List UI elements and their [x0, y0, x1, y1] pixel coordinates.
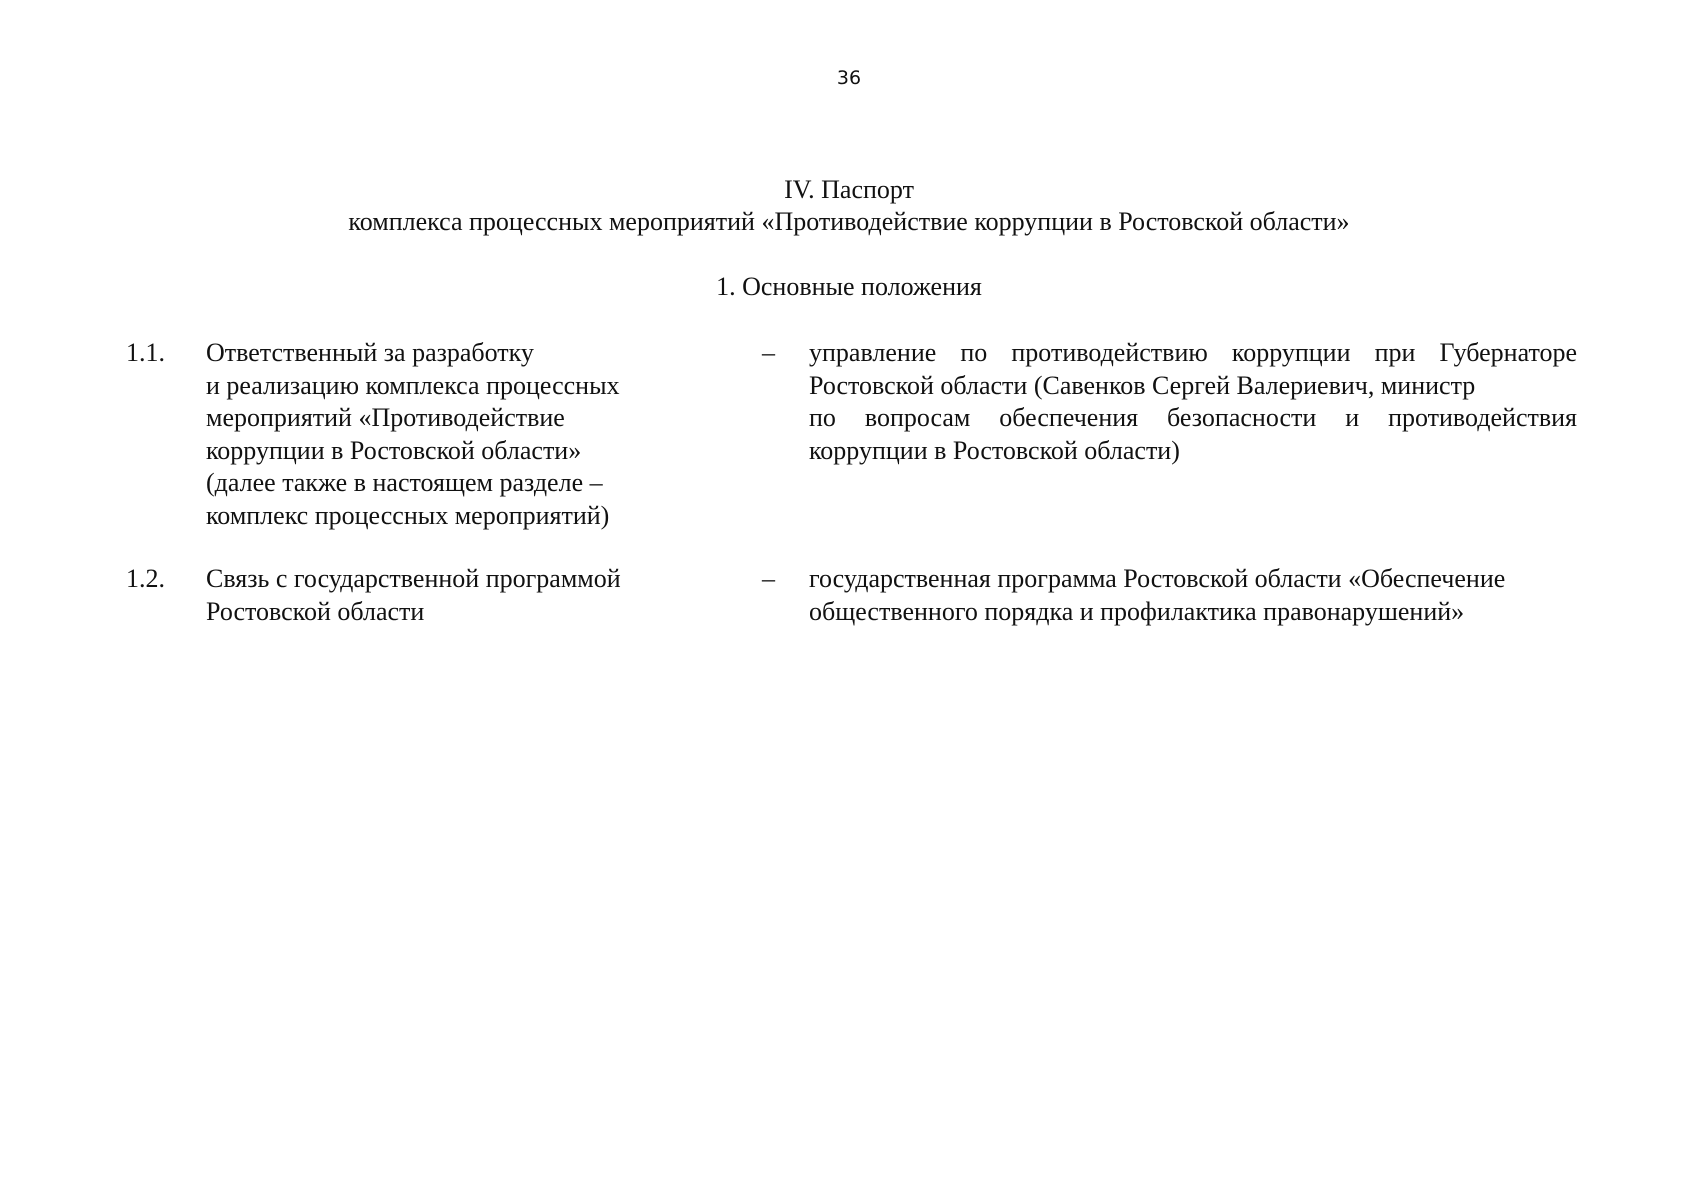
- item-label: [206, 337, 620, 532]
- item-label-line: Ростовской области: [206, 596, 425, 626]
- item-number: 1.2.: [126, 564, 165, 593]
- document-title: IV. Паспорт: [784, 175, 914, 204]
- item-label-line: коррупции в Ростовской области»: [206, 435, 582, 465]
- item-label: [206, 563, 621, 628]
- item-number: 1.1.: [126, 338, 165, 367]
- item-label-line: комплекс процессных мероприятий): [206, 500, 610, 530]
- page-number: 36: [836, 67, 862, 89]
- item-value-line: общественного порядка и профилактика правонарушений»: [809, 596, 1465, 626]
- item-dash: –: [762, 564, 775, 593]
- item-label-line: и реализацию комплекса процессных: [206, 370, 620, 400]
- item-label-line: Ответственный за разработку: [206, 338, 534, 367]
- document-subtitle: комплекса процессных мероприятий «Противодействие коррупции в Ростовской области»: [348, 207, 1350, 236]
- item-label-line: (далее также в настоящем разделе –: [206, 468, 603, 497]
- item-dash: –: [762, 338, 775, 367]
- item-value-line: коррупции в Ростовской области): [809, 435, 1180, 465]
- item-label-line: Связь с государственной программой: [206, 564, 621, 593]
- item-value-line: государственная программа Ростовской области «Обеспечение: [809, 564, 1506, 593]
- item-value-line: по вопросам обеспечения безопасности и противодействия: [809, 403, 1577, 432]
- item-value-line: управление по противодействию коррупции при Губернаторе: [809, 338, 1577, 367]
- item-value-line: Ростовской области (Савенков Сергей Валериевич, министр: [809, 370, 1476, 400]
- item-label-line: мероприятий «Противодействие: [206, 403, 565, 432]
- item-value: [809, 563, 1577, 628]
- item-value: [809, 337, 1577, 467]
- section-heading: 1. Основные положения: [716, 272, 982, 301]
